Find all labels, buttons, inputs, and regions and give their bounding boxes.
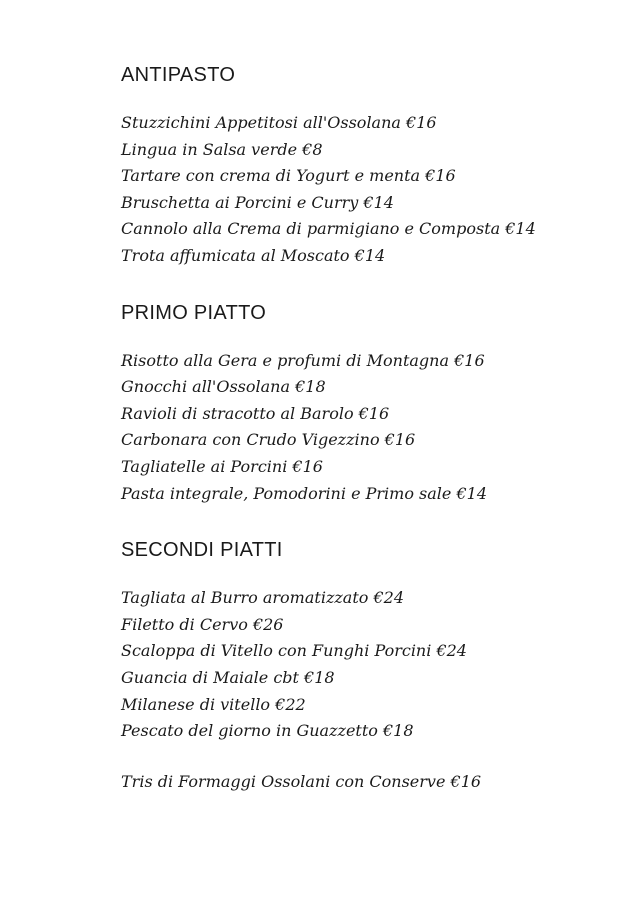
- menu-item: Tagliata al Burro aromatizzato €24: [121, 588, 405, 608]
- section-primo-piatto: [121, 300, 621, 508]
- menu-item: Bruschetta ai Porcini e Curry €14: [121, 192, 394, 212]
- section-antipasto: [121, 62, 621, 270]
- menu-item: Lingua in Salsa verde €8: [121, 139, 323, 159]
- section-title: PRIMO PIATTO: [121, 301, 267, 324]
- section-secondi-piatti: [121, 537, 621, 745]
- section-title: ANTIPASTO: [121, 64, 236, 86]
- menu-item: Cannolo alla Crema di parmigiano e Composta €14: [121, 219, 536, 239]
- section-title: SECONDI PIATTI: [121, 539, 283, 562]
- menu-item: Pasta integrale, Pomodorini e Primo sale €14: [121, 483, 487, 503]
- menu: [121, 62, 621, 795]
- menu-item: Gnocchi all'Ossolana €18: [121, 377, 326, 397]
- menu-item: Ravioli di stracotto al Barolo €16: [121, 403, 390, 423]
- menu-list: [121, 348, 621, 508]
- menu-list: [121, 110, 621, 270]
- menu-item: Tartare con crema di Yogurt e menta €16: [121, 166, 456, 186]
- menu-item: Carbonara con Crudo Vigezzino €16: [121, 430, 416, 450]
- menu-item: Tagliatelle ai Porcini €16: [121, 456, 323, 476]
- menu-list: [121, 585, 621, 745]
- menu-item: Trota affumicata al Moscato €14: [121, 245, 386, 265]
- menu-item: Stuzzichini Appetitosi all'Ossolana €16: [121, 113, 437, 132]
- menu-item: Risotto alla Gera e profumi di Montagna €16: [121, 350, 485, 370]
- menu-item: Scaloppa di Vitello con Funghi Porcini €24: [121, 641, 467, 661]
- menu-item: Milanese di vitello €22: [121, 694, 306, 714]
- menu-item: Guancia di Maiale cbt €18: [121, 667, 335, 687]
- menu-item: Filetto di Cervo €26: [121, 614, 284, 634]
- menu-item-formaggi: Tris di Formaggi Ossolani con Conserve €16: [121, 771, 482, 791]
- menu-item: Pescato del giorno in Guazzetto €18: [121, 721, 414, 741]
